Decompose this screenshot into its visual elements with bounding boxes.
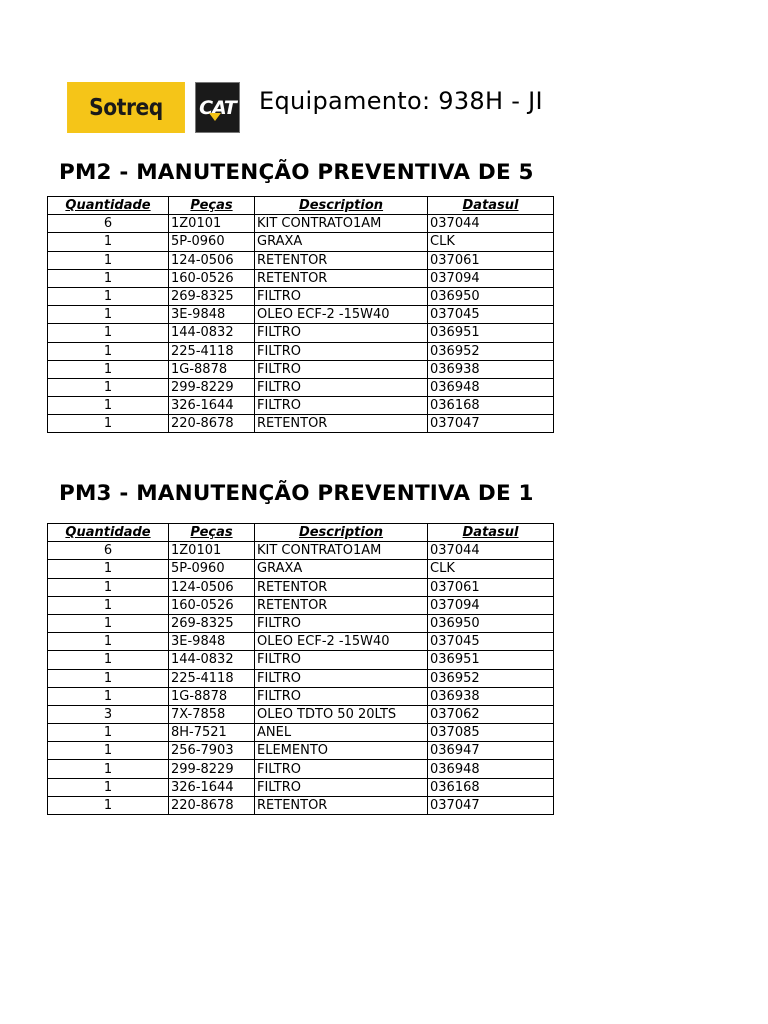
cell-datasul: 037061 [428,578,554,596]
cell-description: GRAXA [255,233,428,251]
cell-description: RETENTOR [255,269,428,287]
cell-description: FILTRO [255,287,428,305]
cell-quantidade: 1 [48,596,169,614]
cell-pecas: 160-0526 [169,269,255,287]
cell-description: ELEMENTO [255,742,428,760]
cell-description: KIT CONTRATO1AM [255,542,428,560]
column-header-description: Description [255,524,428,542]
cell-pecas: 5P-0960 [169,560,255,578]
cell-datasul: 036938 [428,360,554,378]
cell-pecas: 256-7903 [169,742,255,760]
cell-description: FILTRO [255,324,428,342]
cell-description: FILTRO [255,760,428,778]
cell-quantidade: 1 [48,724,169,742]
column-header-datasul: Datasul [428,197,554,215]
cell-quantidade: 1 [48,378,169,396]
cell-pecas: 1G-8878 [169,687,255,705]
cell-datasul: 037094 [428,596,554,614]
cell-pecas: 144-0832 [169,324,255,342]
cell-pecas: 220-8678 [169,415,255,433]
cell-quantidade: 1 [48,233,169,251]
pm3-parts-table [47,523,554,815]
cell-description: RETENTOR [255,415,428,433]
column-header-pecas: Peças [169,197,255,215]
table-row [48,542,554,560]
table-row [48,324,554,342]
cell-pecas: 225-4118 [169,669,255,687]
table-row [48,651,554,669]
cell-description: OLEO ECF-2 -15W40 [255,633,428,651]
table-row [48,269,554,287]
table-row [48,669,554,687]
cell-description: FILTRO [255,651,428,669]
table-row [48,705,554,723]
table-row [48,215,554,233]
cell-description: ANEL [255,724,428,742]
cell-datasul: 037044 [428,215,554,233]
cell-pecas: 144-0832 [169,651,255,669]
cell-description: FILTRO [255,342,428,360]
cell-quantidade: 1 [48,614,169,632]
column-header-datasul: Datasul [428,524,554,542]
cell-datasul: 036948 [428,378,554,396]
cell-datasul: 037047 [428,415,554,433]
cell-quantidade: 1 [48,342,169,360]
cell-datasul: 037085 [428,724,554,742]
cell-description: FILTRO [255,669,428,687]
cell-datasul: 037044 [428,542,554,560]
cell-pecas: 299-8229 [169,378,255,396]
cell-description: FILTRO [255,687,428,705]
cell-quantidade: 1 [48,651,169,669]
cell-quantidade: 3 [48,705,169,723]
cell-datasul: 036947 [428,742,554,760]
cell-datasul: 037045 [428,306,554,324]
cell-pecas: 160-0526 [169,596,255,614]
cell-datasul: 037094 [428,269,554,287]
cell-quantidade: 1 [48,269,169,287]
cell-quantidade: 1 [48,633,169,651]
cell-description: GRAXA [255,560,428,578]
cell-quantidade: 1 [48,669,169,687]
cat-logo-text: CAT [199,96,236,119]
table-row [48,342,554,360]
cell-description: RETENTOR [255,596,428,614]
cell-pecas: 124-0506 [169,251,255,269]
cell-description: OLEO ECF-2 -15W40 [255,306,428,324]
table-row [48,796,554,814]
cell-datasul: 037061 [428,251,554,269]
cell-description: FILTRO [255,360,428,378]
cell-pecas: 220-8678 [169,796,255,814]
table-row [48,633,554,651]
cell-quantidade: 1 [48,287,169,305]
table-header-row [48,524,554,542]
cell-datasul: 037047 [428,796,554,814]
cat-logo [195,82,240,133]
cell-quantidade: 1 [48,560,169,578]
cell-description: FILTRO [255,778,428,796]
cell-datasul: 036168 [428,397,554,415]
sotreq-logo: Sotreq [67,82,185,133]
cell-description: KIT CONTRATO1AM [255,215,428,233]
cell-datasul: CLK [428,560,554,578]
cell-pecas: 3E-9848 [169,633,255,651]
cell-datasul: CLK [428,233,554,251]
sotreq-cat-logo [59,82,240,133]
table-row [48,251,554,269]
cell-pecas: 8H-7521 [169,724,255,742]
cell-description: RETENTOR [255,578,428,596]
cell-description: RETENTOR [255,251,428,269]
cell-datasul: 036950 [428,287,554,305]
cell-quantidade: 1 [48,251,169,269]
cell-pecas: 1Z0101 [169,542,255,560]
table-row [48,233,554,251]
cell-datasul: 036938 [428,687,554,705]
cell-description: FILTRO [255,397,428,415]
equipment-title: Equipamento: 938H - JI [259,87,543,115]
cell-pecas: 269-8325 [169,287,255,305]
cell-datasul: 036951 [428,651,554,669]
table-row [48,724,554,742]
cell-datasul: 036952 [428,342,554,360]
cell-description: FILTRO [255,614,428,632]
table-row [48,360,554,378]
column-header-pecas: Peças [169,524,255,542]
cell-description: OLEO TDTO 50 20LTS [255,705,428,723]
cell-pecas: 5P-0960 [169,233,255,251]
cell-pecas: 269-8325 [169,614,255,632]
cell-datasul: 036950 [428,614,554,632]
column-header-quantidade: Quantidade [48,197,169,215]
cell-quantidade: 6 [48,215,169,233]
cell-pecas: 7X-7858 [169,705,255,723]
table-row [48,742,554,760]
cell-quantidade: 1 [48,742,169,760]
cell-pecas: 299-8229 [169,760,255,778]
table-row [48,287,554,305]
table-row [48,778,554,796]
table-row [48,614,554,632]
table-row [48,596,554,614]
pm3-section-title: PM3 - MANUTENÇÃO PREVENTIVA DE 1 [59,481,534,506]
cell-quantidade: 6 [48,542,169,560]
table-row [48,760,554,778]
table-row [48,306,554,324]
cell-pecas: 3E-9848 [169,306,255,324]
table-row [48,687,554,705]
cell-quantidade: 1 [48,306,169,324]
cell-pecas: 326-1644 [169,397,255,415]
cell-quantidade: 1 [48,415,169,433]
cell-datasul: 037045 [428,633,554,651]
cell-pecas: 1Z0101 [169,215,255,233]
cell-pecas: 124-0506 [169,578,255,596]
cell-datasul: 036951 [428,324,554,342]
table-row [48,378,554,396]
cell-quantidade: 1 [48,687,169,705]
cell-pecas: 1G-8878 [169,360,255,378]
cell-quantidade: 1 [48,360,169,378]
table-row [48,397,554,415]
cell-quantidade: 1 [48,397,169,415]
cell-datasul: 036952 [428,669,554,687]
cell-description: RETENTOR [255,796,428,814]
cell-quantidade: 1 [48,760,169,778]
cell-datasul: 036168 [428,778,554,796]
cell-quantidade: 1 [48,578,169,596]
cell-quantidade: 1 [48,324,169,342]
pm2-parts-table [47,196,554,433]
cell-pecas: 326-1644 [169,778,255,796]
table-header-row [48,197,554,215]
cell-datasul: 036948 [428,760,554,778]
cell-quantidade: 1 [48,778,169,796]
cell-datasul: 037062 [428,705,554,723]
column-header-quantidade: Quantidade [48,524,169,542]
column-header-description: Description [255,197,428,215]
cell-quantidade: 1 [48,796,169,814]
cell-pecas: 225-4118 [169,342,255,360]
cell-description: FILTRO [255,378,428,396]
table-row [48,560,554,578]
table-row [48,415,554,433]
pm2-section-title: PM2 - MANUTENÇÃO PREVENTIVA DE 5 [59,160,534,185]
table-row [48,578,554,596]
